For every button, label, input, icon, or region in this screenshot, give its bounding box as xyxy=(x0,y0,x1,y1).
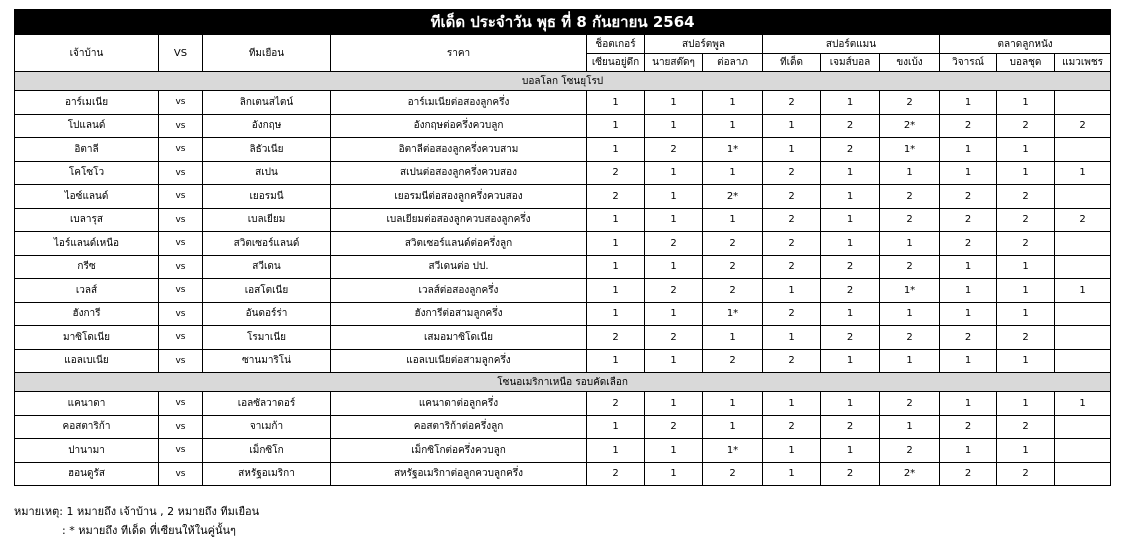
table-row xyxy=(15,91,1111,115)
pick-cell: 2 xyxy=(763,232,821,256)
pick-cell: 1 xyxy=(940,161,997,185)
away-team-cell: เม็กซิโก xyxy=(203,439,331,463)
price-cell: ฮังการีต่อสามลูกครึ่ง xyxy=(331,302,587,326)
pick-cell: 2 xyxy=(997,462,1055,486)
pick-cell: 1 xyxy=(821,302,880,326)
pick-cell: 1 xyxy=(587,255,645,279)
home-team-cell: ไอซ์แลนด์ xyxy=(15,185,159,209)
price-cell: อาร์เมเนียต่อสองลูกครึ่ง xyxy=(331,91,587,115)
pick-cell: 1 xyxy=(587,439,645,463)
price-cell: เสมอมาซิโดเนีย xyxy=(331,326,587,350)
away-team-cell: สเปน xyxy=(203,161,331,185)
pick-cell: 2* xyxy=(703,185,763,209)
pick-cell: 1 xyxy=(645,114,703,138)
pick-cell: 2 xyxy=(703,279,763,303)
vs-cell: vs xyxy=(159,302,203,326)
pick-cell: 2 xyxy=(1055,114,1111,138)
pick-cell: 2 xyxy=(645,326,703,350)
pick-cell: 2 xyxy=(880,208,940,232)
pick-cell: 1 xyxy=(645,349,703,373)
pick-cell: 2 xyxy=(940,114,997,138)
pick-cell: 1 xyxy=(645,208,703,232)
pick-cell: 1 xyxy=(587,349,645,373)
home-team-cell: คอสตาริก้า xyxy=(15,415,159,439)
home-team-cell: ฮอนดูรัส xyxy=(15,462,159,486)
pick-cell: 2 xyxy=(880,255,940,279)
away-team-cell: สหรัฐอเมริกา xyxy=(203,462,331,486)
pick-cell xyxy=(1055,462,1111,486)
vs-cell: vs xyxy=(159,279,203,303)
header-away: ทีมเยือน xyxy=(203,35,331,72)
table-row xyxy=(15,326,1111,350)
away-team-cell: โรมาเนีย xyxy=(203,326,331,350)
away-team-cell: เบลเยียม xyxy=(203,208,331,232)
pick-cell: 2 xyxy=(940,208,997,232)
section-header: บอลโลก โซนยุโรป xyxy=(15,72,1111,91)
pick-cell: 1 xyxy=(763,462,821,486)
pick-cell: 1 xyxy=(703,91,763,115)
section-header: โซนอเมริกาเหนือ รอบคัดเลือก xyxy=(15,373,1111,392)
pick-cell: 1 xyxy=(880,415,940,439)
table-row xyxy=(15,415,1111,439)
table-row xyxy=(15,114,1111,138)
pick-cell: 1 xyxy=(763,392,821,416)
vs-cell: vs xyxy=(159,255,203,279)
away-team-cell: เอสโตเนีย xyxy=(203,279,331,303)
pick-cell: 1 xyxy=(997,349,1055,373)
pick-cell: 1 xyxy=(997,138,1055,162)
pick-cell: 1 xyxy=(763,439,821,463)
pick-cell: 1 xyxy=(645,439,703,463)
home-team-cell: เวลส์ xyxy=(15,279,159,303)
pick-cell: 2 xyxy=(587,326,645,350)
pick-cell: 2 xyxy=(763,349,821,373)
vs-cell: vs xyxy=(159,439,203,463)
home-team-cell: โคโซโว xyxy=(15,161,159,185)
pick-cell: 2 xyxy=(821,415,880,439)
pick-cell: 2 xyxy=(587,161,645,185)
pick-cell: 1 xyxy=(821,91,880,115)
table-row xyxy=(15,439,1111,463)
away-team-cell: เอลซัลวาดอร์ xyxy=(203,392,331,416)
pick-cell: 2 xyxy=(940,232,997,256)
table-row xyxy=(15,138,1111,162)
price-cell: สวิตเซอร์แลนด์ต่อครึ่งลูก xyxy=(331,232,587,256)
home-team-cell: ปานามา xyxy=(15,439,159,463)
pick-cell: 1* xyxy=(703,439,763,463)
vs-cell: vs xyxy=(159,91,203,115)
pick-cell: 2 xyxy=(703,462,763,486)
pick-cell xyxy=(1055,91,1111,115)
pick-cell: 1 xyxy=(880,302,940,326)
pick-cell: 1 xyxy=(645,185,703,209)
table-row xyxy=(15,232,1111,256)
pick-cell xyxy=(1055,415,1111,439)
away-team-cell: เยอรมนี xyxy=(203,185,331,209)
pick-cell: 1 xyxy=(997,392,1055,416)
pick-cell: 1 xyxy=(997,91,1055,115)
vs-cell: vs xyxy=(159,462,203,486)
pick-cell: 2 xyxy=(703,232,763,256)
pick-cell: 2 xyxy=(763,185,821,209)
header-sub: บอลชุด xyxy=(997,54,1055,72)
home-team-cell: โปแลนด์ xyxy=(15,114,159,138)
header-sub: ขงเบ้ง xyxy=(880,54,940,72)
pick-cell xyxy=(1055,349,1111,373)
pick-cell xyxy=(1055,138,1111,162)
table-row xyxy=(15,185,1111,209)
pick-cell: 1 xyxy=(821,232,880,256)
pick-cell: 1 xyxy=(1055,161,1111,185)
pick-cell: 1 xyxy=(703,415,763,439)
pick-cell: 2 xyxy=(880,392,940,416)
pick-cell: 2 xyxy=(997,208,1055,232)
pick-cell: 1 xyxy=(645,91,703,115)
pick-cell: 1 xyxy=(1055,279,1111,303)
pick-cell: 2 xyxy=(821,255,880,279)
pick-cell: 2 xyxy=(703,255,763,279)
home-team-cell: แอลเบเนีย xyxy=(15,349,159,373)
pick-cell: 2 xyxy=(763,255,821,279)
away-team-cell: อันดอร์ร่า xyxy=(203,302,331,326)
home-team-cell: ฮังการี xyxy=(15,302,159,326)
home-team-cell: อิตาลี xyxy=(15,138,159,162)
pick-cell: 1 xyxy=(821,208,880,232)
table-row xyxy=(15,255,1111,279)
pick-cell: 1 xyxy=(997,302,1055,326)
price-cell: เยอรมนีต่อสองลูกครึ่งควบสอง xyxy=(331,185,587,209)
pick-cell: 1 xyxy=(587,138,645,162)
price-cell: เบลเยียมต่อสองลูกควบสองลูกครึ่ง xyxy=(331,208,587,232)
away-team-cell: ลิกเตนสไตน์ xyxy=(203,91,331,115)
pick-cell: 2 xyxy=(763,302,821,326)
header-sub: ทีเด็ด xyxy=(763,54,821,72)
header-sub: เจมส์บอล xyxy=(821,54,880,72)
table-row xyxy=(15,161,1111,185)
home-team-cell: กรีซ xyxy=(15,255,159,279)
pick-cell: 1 xyxy=(645,302,703,326)
pick-cell xyxy=(1055,255,1111,279)
header-group-talad: ตลาดลูกหนัง xyxy=(940,35,1111,54)
vs-cell: vs xyxy=(159,185,203,209)
away-team-cell: ลิธัวเนีย xyxy=(203,138,331,162)
vs-cell: vs xyxy=(159,349,203,373)
price-cell: สวีเดนต่อ ปป. xyxy=(331,255,587,279)
header-sub: แมวเพชร xyxy=(1055,54,1111,72)
pick-cell: 1 xyxy=(703,161,763,185)
pick-cell: 1* xyxy=(703,302,763,326)
pick-cell: 1 xyxy=(587,91,645,115)
vs-cell: vs xyxy=(159,232,203,256)
pick-cell xyxy=(1055,302,1111,326)
vs-cell: vs xyxy=(159,114,203,138)
pick-cell: 1 xyxy=(821,349,880,373)
table-row xyxy=(15,279,1111,303)
page-title: ทีเด็ด ประจำวัน พุธ ที่ 8 กันยายน 2564 xyxy=(15,10,1111,35)
price-cell: แคนาดาต่อลูกครึ่ง xyxy=(331,392,587,416)
pick-cell: 1 xyxy=(940,279,997,303)
pick-cell: 2 xyxy=(997,326,1055,350)
pick-cell: 2* xyxy=(880,114,940,138)
pick-cell: 1 xyxy=(703,326,763,350)
pick-cell: 2 xyxy=(821,462,880,486)
away-team-cell: สวิตเซอร์แลนด์ xyxy=(203,232,331,256)
pick-cell: 2 xyxy=(645,279,703,303)
vs-cell: vs xyxy=(159,161,203,185)
pick-cell: 1 xyxy=(587,232,645,256)
pick-cell: 2 xyxy=(997,114,1055,138)
price-cell: เวลส์ต่อสองลูกครึ่ง xyxy=(331,279,587,303)
pick-cell: 2 xyxy=(587,462,645,486)
price-cell: เม็กซิโกต่อครึ่งควบลูก xyxy=(331,439,587,463)
pick-cell: 1 xyxy=(587,279,645,303)
pick-cell: 1 xyxy=(880,161,940,185)
pick-cell: 1 xyxy=(997,255,1055,279)
pick-cell: 1 xyxy=(645,161,703,185)
pick-cell: 2 xyxy=(880,185,940,209)
pick-cell: 2 xyxy=(1055,208,1111,232)
pick-cell: 1 xyxy=(940,138,997,162)
pick-cell: 2 xyxy=(645,415,703,439)
header-group-sportpool: สปอร์ตพูล xyxy=(645,35,763,54)
table-row xyxy=(15,462,1111,486)
pick-cell: 2 xyxy=(763,415,821,439)
pick-cell: 1 xyxy=(587,415,645,439)
header-price: ราคา xyxy=(331,35,587,72)
pick-cell xyxy=(1055,326,1111,350)
pick-cell: 1 xyxy=(940,439,997,463)
pick-cell: 1 xyxy=(940,392,997,416)
price-cell: แอลเบเนียต่อสามลูกครึ่ง xyxy=(331,349,587,373)
pick-cell: 2 xyxy=(703,349,763,373)
pick-cell: 1 xyxy=(821,161,880,185)
pick-cell: 2 xyxy=(821,279,880,303)
header-sub: เซียนอยู่ดึก xyxy=(587,54,645,72)
header-vs: VS xyxy=(159,35,203,72)
table-row xyxy=(15,208,1111,232)
pick-cell: 1 xyxy=(1055,392,1111,416)
pick-cell: 2 xyxy=(880,439,940,463)
pick-cell: 1 xyxy=(703,208,763,232)
table-row xyxy=(15,349,1111,373)
pick-cell xyxy=(1055,439,1111,463)
price-cell: สเปนต่อสองลูกครึ่งควบสอง xyxy=(331,161,587,185)
home-team-cell: มาซิโดเนีย xyxy=(15,326,159,350)
pick-cell: 2 xyxy=(940,462,997,486)
pick-cell: 2 xyxy=(763,91,821,115)
price-cell: อิตาลีต่อสองลูกครึ่งควบสาม xyxy=(331,138,587,162)
away-team-cell: สวีเดน xyxy=(203,255,331,279)
home-team-cell: เบลารุส xyxy=(15,208,159,232)
pick-cell: 2 xyxy=(821,326,880,350)
pick-cell: 2 xyxy=(940,415,997,439)
note-line-2: : * หมายถึง ทีเด็ด ที่เซียนให้ในคู่นั้นๆ xyxy=(62,524,236,537)
pick-cell: 2 xyxy=(880,91,940,115)
table-row xyxy=(15,392,1111,416)
pick-cell: 1 xyxy=(703,392,763,416)
pick-cell: 1 xyxy=(763,279,821,303)
pick-cell: 1 xyxy=(880,349,940,373)
pick-cell: 2 xyxy=(763,208,821,232)
pick-cell: 2 xyxy=(821,138,880,162)
vs-cell: vs xyxy=(159,326,203,350)
pick-cell: 2* xyxy=(880,462,940,486)
pick-cell: 2 xyxy=(645,138,703,162)
away-team-cell: จาเมก้า xyxy=(203,415,331,439)
away-team-cell: ซานมาริโน่ xyxy=(203,349,331,373)
pick-cell: 2 xyxy=(821,114,880,138)
pick-cell: 1 xyxy=(587,302,645,326)
pick-cell: 1 xyxy=(821,185,880,209)
header-group-sportman: สปอร์ตแมน xyxy=(763,35,940,54)
pick-cell: 1 xyxy=(940,349,997,373)
notes xyxy=(14,502,259,540)
vs-cell: vs xyxy=(159,208,203,232)
pick-cell: 2 xyxy=(763,161,821,185)
pick-cell: 2 xyxy=(997,415,1055,439)
pick-cell: 1 xyxy=(940,91,997,115)
pick-cell: 1 xyxy=(645,255,703,279)
vs-cell: vs xyxy=(159,392,203,416)
pick-cell: 1 xyxy=(940,302,997,326)
pick-cell: 2 xyxy=(997,185,1055,209)
vs-cell: vs xyxy=(159,138,203,162)
header-group-shotker: ช็อตเกอร์ xyxy=(587,35,645,54)
pick-cell: 1* xyxy=(880,138,940,162)
price-cell: อังกฤษต่อครึ่งควบลูก xyxy=(331,114,587,138)
price-cell: สหรัฐอเมริกาต่อลูกควบลูกครึ่ง xyxy=(331,462,587,486)
tips-sheet xyxy=(14,9,1110,537)
pick-cell: 1 xyxy=(821,439,880,463)
tips-table xyxy=(14,9,1111,486)
pick-cell xyxy=(1055,185,1111,209)
pick-cell: 1 xyxy=(880,232,940,256)
pick-cell xyxy=(1055,232,1111,256)
pick-cell: 2 xyxy=(587,392,645,416)
pick-cell: 1 xyxy=(763,138,821,162)
header-sub: ต่อลาภ xyxy=(703,54,763,72)
note-line-1: หมายเหตุ: 1 หมายถึง เจ้าบ้าน , 2 หมายถึง ทีมเยือน xyxy=(14,505,260,518)
pick-cell: 1 xyxy=(997,161,1055,185)
pick-cell: 1 xyxy=(997,279,1055,303)
pick-cell: 1 xyxy=(940,255,997,279)
pick-cell: 1* xyxy=(703,138,763,162)
pick-cell: 2 xyxy=(940,326,997,350)
vs-cell: vs xyxy=(159,415,203,439)
pick-cell: 1 xyxy=(587,208,645,232)
pick-cell: 1 xyxy=(645,392,703,416)
home-team-cell: แคนาดา xyxy=(15,392,159,416)
home-team-cell: ไอร์แลนด์เหนือ xyxy=(15,232,159,256)
pick-cell: 1* xyxy=(880,279,940,303)
pick-cell: 1 xyxy=(821,392,880,416)
pick-cell: 2 xyxy=(997,232,1055,256)
pick-cell: 2 xyxy=(880,326,940,350)
pick-cell: 2 xyxy=(940,185,997,209)
pick-cell: 1 xyxy=(703,114,763,138)
away-team-cell: อังกฤษ xyxy=(203,114,331,138)
home-team-cell: อาร์เมเนีย xyxy=(15,91,159,115)
pick-cell: 1 xyxy=(763,326,821,350)
price-cell: คอสตาริก้าต่อครึ่งลูก xyxy=(331,415,587,439)
pick-cell: 2 xyxy=(645,232,703,256)
pick-cell: 1 xyxy=(997,439,1055,463)
table-row xyxy=(15,302,1111,326)
pick-cell: 1 xyxy=(645,462,703,486)
header-sub: วิจารณ์ xyxy=(940,54,997,72)
header-home: เจ้าบ้าน xyxy=(15,35,159,72)
header-sub: นายสต๊ดๆ xyxy=(645,54,703,72)
pick-cell: 2 xyxy=(587,185,645,209)
pick-cell: 1 xyxy=(587,114,645,138)
pick-cell: 1 xyxy=(763,114,821,138)
